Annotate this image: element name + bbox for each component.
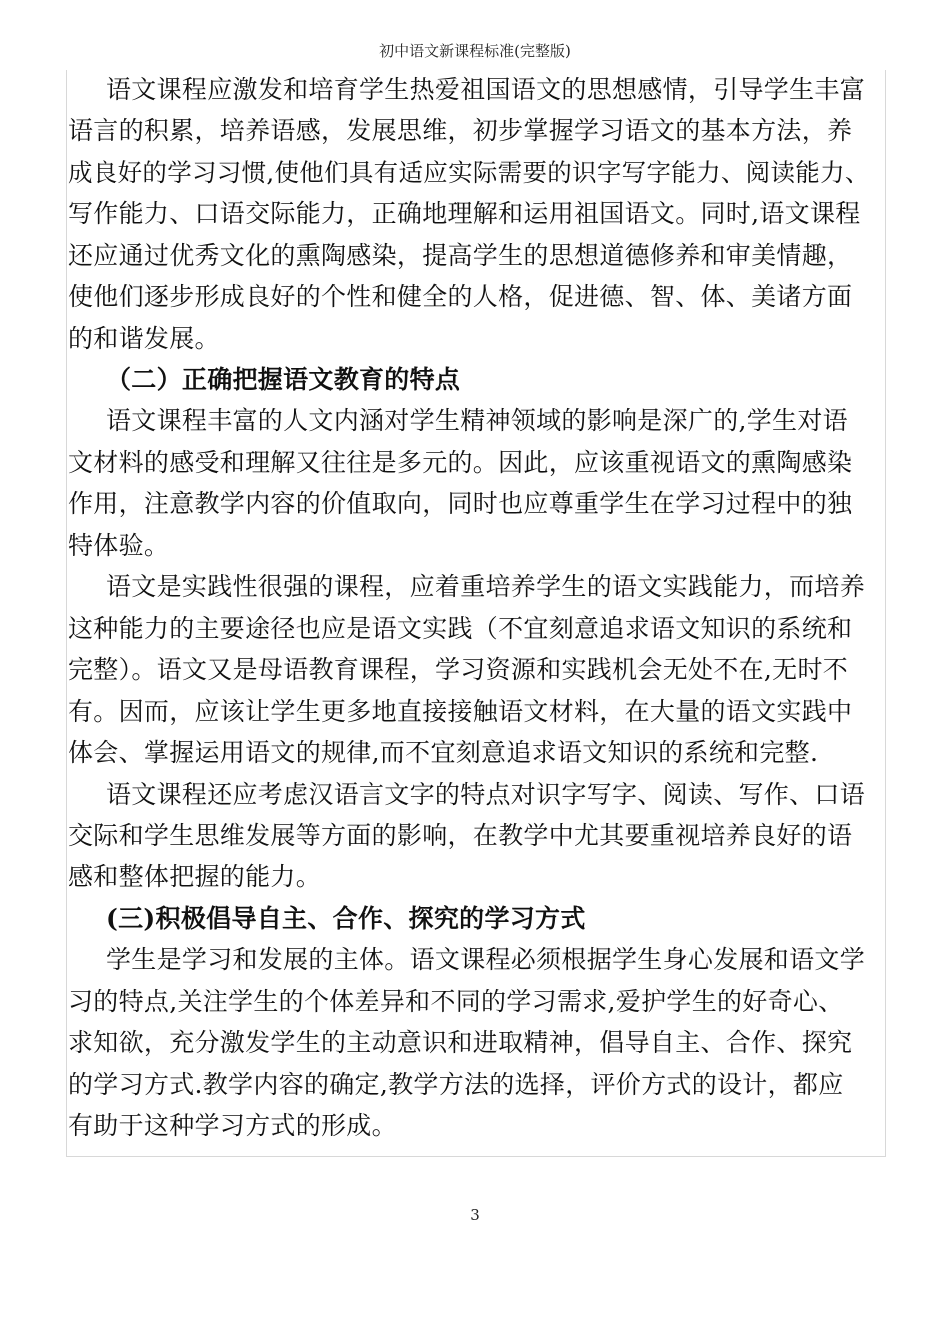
body-line: 特体验。 [68,531,170,560]
body-line: 学生是学习和发展的主体。语文课程必须根据学生身心发展和语文学 [106,945,866,974]
body-line: 求知欲，充分激发学生的主动意识和进取精神，倡导自主、合作、探究 [68,1028,853,1057]
body-line: 语文课程应激发和培育学生热爱祖国语文的思想感情，引导学生丰富 [106,75,866,104]
body-line: 交际和学生思维发展等方面的影响，在教学中尤其要重视培养良好的语 [68,821,853,850]
body-line: 有助于这种学习方式的形成。 [68,1111,397,1140]
page-number: 3 [470,1206,480,1224]
body-line: 语文课程丰富的人文内涵对学生精神领域的影响是深广的,学生对语 [106,406,848,435]
body-line: 习的特点,关注学生的个体差异和不同的学习需求,爱护学生的好奇心、 [68,987,844,1016]
body-line: 语言的积累，培养语感，发展思维，初步掌握学习语文的基本方法，养 [68,116,853,145]
body-line: 使他们逐步形成良好的个性和健全的人格，促进德、智、体、美诸方面 [68,282,853,311]
body-line: 语文是实践性很强的课程，应着重培养学生的语文实践能力，而培养 [106,572,866,601]
body-line: 的学习方式.教学内容的确定,教学方法的选择，评价方式的设计，都应 [68,1070,844,1099]
section-heading: （二）正确把握语文教育的特点 [106,365,461,394]
body-line: 完整）。语文又是母语教育课程，学习资源和实践机会无处不在,无时不 [68,655,849,684]
body-line: 作用，注意教学内容的价值取向，同时也应尊重学生在学习过程中的独 [68,489,853,518]
body-line: 体会、掌握运用语文的规律,而不宜刻意追求语文知识的系统和完整. [68,738,819,767]
body-line: 成良好的学习习惯,使他们具有适应实际需要的识字写字能力、阅读能力、 [68,158,870,187]
body-line: 有。因而，应该让学生更多地直接接触语文材料，在大量的语文实践中 [68,697,853,726]
body-line: 文材料的感受和理解又往往是多元的。因此，应该重视语文的熏陶感染 [68,448,853,477]
body-line: 感和整体把握的能力。 [68,862,322,891]
page-header-title: 初中语文新课程标准(完整版) [379,42,571,60]
section-heading: (三)积极倡导自主、合作、探究的学习方式 [106,904,586,933]
body-line: 还应通过优秀文化的熏陶感染，提高学生的思想道德修养和审美情趣， [68,241,853,270]
body-line: 语文课程还应考虑汉语言文字的特点对识字写字、阅读、写作、口语 [106,780,866,809]
body-line: 这种能力的主要途径也应是语文实践（不宜刻意追求语文知识的系统和 [68,614,853,643]
body-line: 写作能力、口语交际能力，正确地理解和运用祖国语文。同时,语文课程 [68,199,861,228]
body-line: 的和谐发展。 [68,324,220,353]
